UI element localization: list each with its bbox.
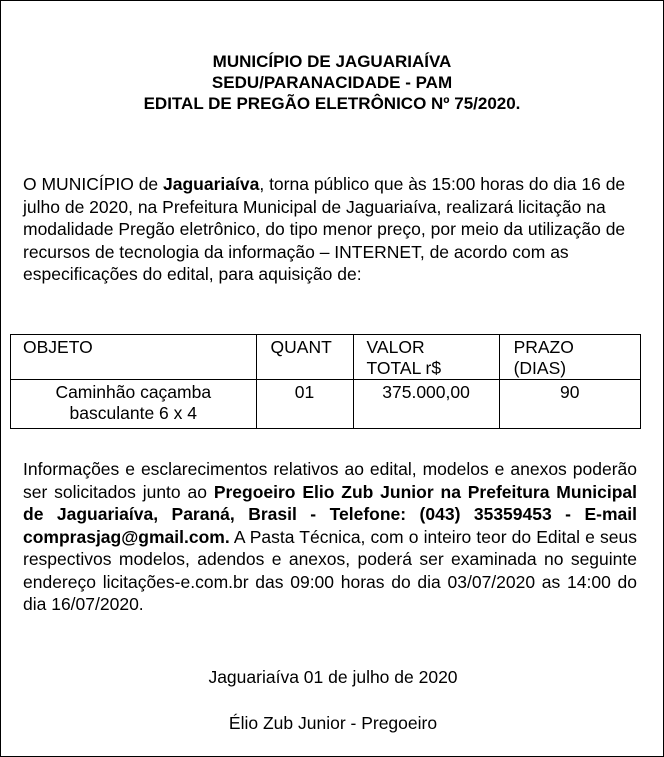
header-quant: QUANT [256,335,353,380]
items-table [10,334,641,429]
intro-pre: O MUNICÍPIO de [23,174,164,194]
header-valor: VALOR TOTAL r$ [353,335,499,380]
info-paragraph [23,458,637,616]
header-program: SEDU/PARANACIDADE - PAM [211,73,453,92]
notice-date: Jaguariaíva 01 de julho de 2020 [208,667,458,687]
info-contact: Pregoeiro Elio Zub Junior na Prefeitura Municipal de Jaguariaíva, Paraná, Brasil - Telefone: (043) 35359453 - E-mail comprasjag@gmail.com. [23,481,638,547]
header-objeto: OBJETO [11,335,257,380]
header-edital-title: EDITAL DE PREGÃO ELETRÔNICO Nº 75/2020. [143,94,521,113]
info-part2: A Pasta Técnica, com o inteiro teor do Edital e seus respectivos modelos, adendos e anexos, poderá ser examinada no seguinte endereço licitações-e.com.br das 09:00 horas do dia 03/07/2020 as 14:00 do dia 16/07/2020. [23,526,637,614]
intro-post: , torna público que às 15:00 horas do dia 16 de julho de 2020, na Prefeitura Municipal de Jaguariaíva, realizará licitação na modalidade Pregão eletrônico, do tipo menor preço, por meio da utilização de recursos de tecnologia da informação – INTERNET, de acordo com as especificações do edital, para aquisição de: [23,174,626,284]
cell-quant: 01 [256,380,353,429]
notice-header [1,51,663,114]
table-header-row [11,335,641,380]
header-prazo: PRAZO (DIAS) [499,335,640,380]
cell-objeto: Caminhão caçamba basculante 6 x 4 [11,380,257,429]
info-part1: Informações e esclarecimentos relativos ao edital, modelos e anexos poderão ser solicitados junto ao [23,459,637,502]
cell-prazo: 90 [499,380,640,429]
intro-paragraph [23,173,641,286]
table-row [11,380,641,429]
header-municipality: MUNICÍPIO DE JAGUARIAÍVA [212,52,452,71]
cell-valor: 375.000,00 [353,380,499,429]
intro-city: Jaguariaíva [163,174,260,194]
notice-signature: Élio Zub Junior - Pregoeiro [228,713,438,733]
